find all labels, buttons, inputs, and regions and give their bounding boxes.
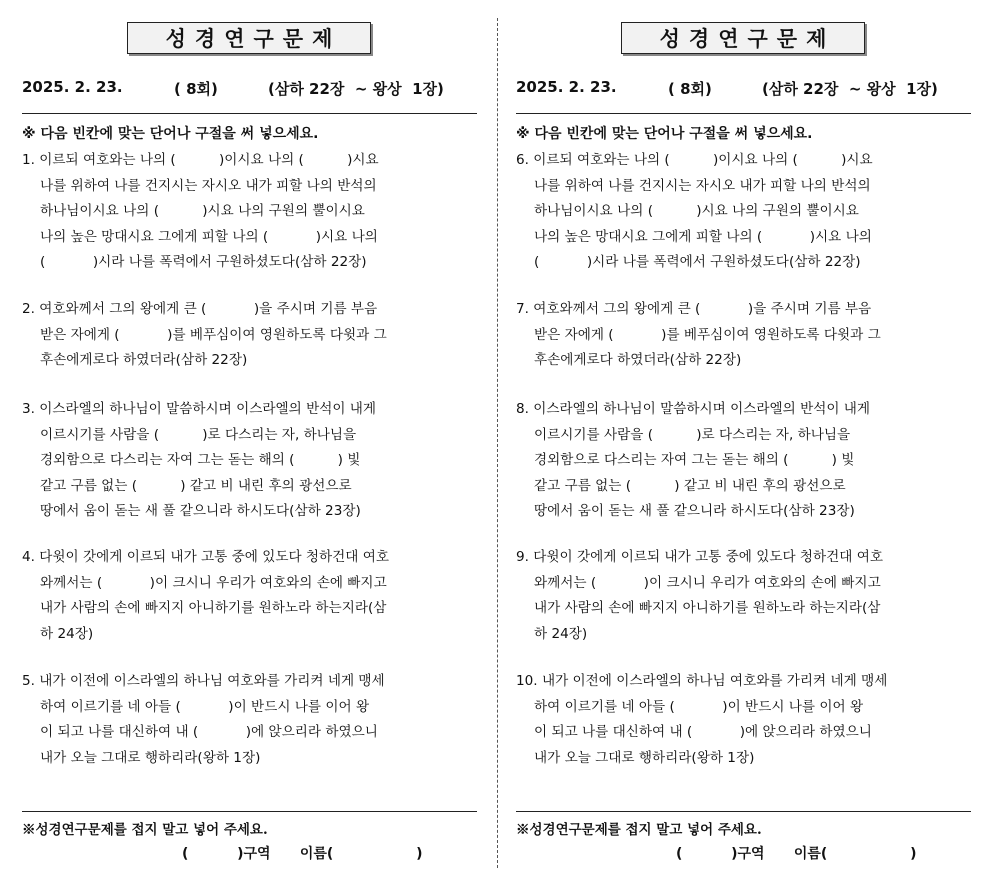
question-line: 땅에서 움이 돋는 새 풀 같으니라 하시도다(삼하 23장) bbox=[40, 503, 361, 519]
question-line: 이르시기를 사람을 ( )로 다스리는 자, 하나님을 bbox=[40, 426, 357, 443]
instruction-text: ※ 다음 빈칸에 맞는 단어나 구절을 써 넣으세요. bbox=[22, 126, 319, 142]
header-date: 2025. 2. 23. bbox=[516, 78, 617, 96]
district-name-field: ( )구역 이름( ) bbox=[676, 846, 917, 862]
question-line: 하여 이르기를 네 아들 ( )이 반드시 나를 이어 왕 bbox=[534, 698, 864, 715]
header-range: (삼하 22장 ~ 왕상 1장) bbox=[762, 80, 938, 98]
question-line: 이 되고 나를 대신하여 내 ( )에 앉으리라 하였으니 bbox=[40, 724, 378, 740]
question-line: 2. 여호와께서 그의 왕에게 큰 ( )을 주시며 기름 부음 bbox=[22, 301, 378, 317]
question-line: 내가 오늘 그대로 행하리라(왕하 1장) bbox=[40, 749, 261, 766]
worksheet-header bbox=[516, 78, 971, 100]
question-line: 4. 다윗이 갓에게 이르되 내가 고통 중에 있도다 청하건대 여호 bbox=[22, 549, 390, 565]
question-item bbox=[516, 148, 971, 276]
question-line: 같고 구름 없는 ( ) 같고 비 내린 후의 광선으로 bbox=[40, 477, 352, 494]
question-item bbox=[516, 397, 971, 525]
question-line: 5. 내가 이전에 이스라엘의 하나님 여호와를 가리켜 네게 맹세 bbox=[22, 673, 385, 689]
footer-rule bbox=[516, 811, 971, 812]
question-line: 하 24장) bbox=[534, 625, 588, 642]
question-line: 내가 오늘 그대로 행하리라(왕하 1장) bbox=[534, 749, 755, 766]
question-item bbox=[22, 148, 477, 276]
question-line: 10. 내가 이전에 이스라엘의 하나님 여호와를 가리켜 네게 맹세 bbox=[516, 673, 888, 689]
worksheet-header bbox=[22, 78, 477, 100]
district-name-field: ( )구역 이름( ) bbox=[182, 846, 423, 862]
worksheet-title: 성경연구문제 bbox=[127, 22, 371, 54]
question-line: 나를 위하여 나를 건지시는 자시오 내가 피할 나의 반석의 bbox=[40, 177, 377, 194]
question-line: 하 24장) bbox=[40, 625, 94, 642]
footer-rule bbox=[22, 811, 477, 812]
left-worksheet bbox=[22, 0, 477, 892]
question-line: 나의 높은 망대시요 그에게 피할 나의 ( )시요 나의 bbox=[40, 228, 378, 245]
question-line: 나를 위하여 나를 건지시는 자시오 내가 피할 나의 반석의 bbox=[534, 177, 871, 194]
question-line: 하여 이르기를 네 아들 ( )이 반드시 나를 이어 왕 bbox=[40, 698, 370, 715]
question-line: 같고 구름 없는 ( ) 같고 비 내린 후의 광선으로 bbox=[534, 477, 846, 494]
header-session: ( 8회) bbox=[174, 80, 218, 98]
worksheet-title: 성경연구문제 bbox=[621, 22, 865, 54]
question-line: 후손에게로다 하였더라(삼하 22장) bbox=[534, 352, 742, 368]
question-line: 나의 높은 망대시요 그에게 피할 나의 ( )시요 나의 bbox=[534, 228, 872, 245]
question-item bbox=[22, 545, 477, 647]
question-line: 땅에서 움이 돋는 새 풀 같으니라 하시도다(삼하 23장) bbox=[534, 503, 855, 519]
question-line: 이 되고 나를 대신하여 내 ( )에 앉으리라 하였으니 bbox=[534, 724, 872, 740]
question-line: 하나님이시요 나의 ( )시요 나의 구원의 뿔이시요 bbox=[534, 203, 859, 219]
question-line: 9. 다윗이 갓에게 이르되 내가 고통 중에 있도다 청하건대 여호 bbox=[516, 549, 884, 565]
question-line: 받은 자에게 ( )를 베푸심이여 영원하도록 다윗과 그 bbox=[40, 326, 387, 343]
header-session: ( 8회) bbox=[668, 80, 712, 98]
question-line: 내가 사람의 손에 빠지지 아니하기를 원하노라 하는지라(삼 bbox=[40, 600, 387, 616]
question-item bbox=[516, 545, 971, 647]
footer-note: ※성경연구문제를 접지 말고 넣어 주세요. bbox=[516, 822, 762, 838]
question-item bbox=[516, 669, 971, 771]
question-line: 경외함으로 다스리는 자여 그는 돋는 해의 ( ) 빛 bbox=[40, 452, 361, 468]
column-divider bbox=[497, 18, 498, 868]
question-line: 8. 이스라엘의 하나님이 말씀하시며 이스라엘의 반석이 내게 bbox=[516, 401, 871, 417]
question-line: 7. 여호와께서 그의 왕에게 큰 ( )을 주시며 기름 부음 bbox=[516, 301, 872, 317]
header-range: (삼하 22장 ~ 왕상 1장) bbox=[268, 80, 444, 98]
header-rule bbox=[22, 113, 477, 114]
header-date: 2025. 2. 23. bbox=[22, 78, 123, 96]
question-line: ( )시라 나를 폭력에서 구원하셨도다(삼하 22장) bbox=[534, 254, 861, 270]
footer-note: ※성경연구문제를 접지 말고 넣어 주세요. bbox=[22, 822, 268, 838]
question-line: 후손에게로다 하였더라(삼하 22장) bbox=[40, 352, 248, 368]
question-line: 와께서는 ( )이 크시니 우리가 여호와의 손에 빠지고 bbox=[534, 574, 881, 591]
question-line: 내가 사람의 손에 빠지지 아니하기를 원하노라 하는지라(삼 bbox=[534, 600, 881, 616]
question-line: 하나님이시요 나의 ( )시요 나의 구원의 뿔이시요 bbox=[40, 203, 365, 219]
header-rule bbox=[516, 113, 971, 114]
question-item bbox=[22, 669, 477, 771]
question-line: 경외함으로 다스리는 자여 그는 돋는 해의 ( ) 빛 bbox=[534, 452, 855, 468]
question-line: 받은 자에게 ( )를 베푸심이여 영원하도록 다윗과 그 bbox=[534, 326, 881, 343]
question-line: 6. 이르되 여호와는 나의 ( )이시요 나의 ( )시요 bbox=[516, 152, 873, 168]
question-line: ( )시라 나를 폭력에서 구원하셨도다(삼하 22장) bbox=[40, 254, 367, 270]
question-line: 3. 이스라엘의 하나님이 말씀하시며 이스라엘의 반석이 내게 bbox=[22, 401, 377, 417]
question-item bbox=[22, 397, 477, 525]
question-line: 와께서는 ( )이 크시니 우리가 여호와의 손에 빠지고 bbox=[40, 574, 387, 591]
instruction-text: ※ 다음 빈칸에 맞는 단어나 구절을 써 넣으세요. bbox=[516, 126, 813, 142]
question-line: 1. 이르되 여호와는 나의 ( )이시요 나의 ( )시요 bbox=[22, 152, 379, 168]
question-item bbox=[22, 297, 477, 374]
question-item bbox=[516, 297, 971, 374]
question-line: 이르시기를 사람을 ( )로 다스리는 자, 하나님을 bbox=[534, 426, 851, 443]
right-worksheet bbox=[516, 0, 971, 892]
